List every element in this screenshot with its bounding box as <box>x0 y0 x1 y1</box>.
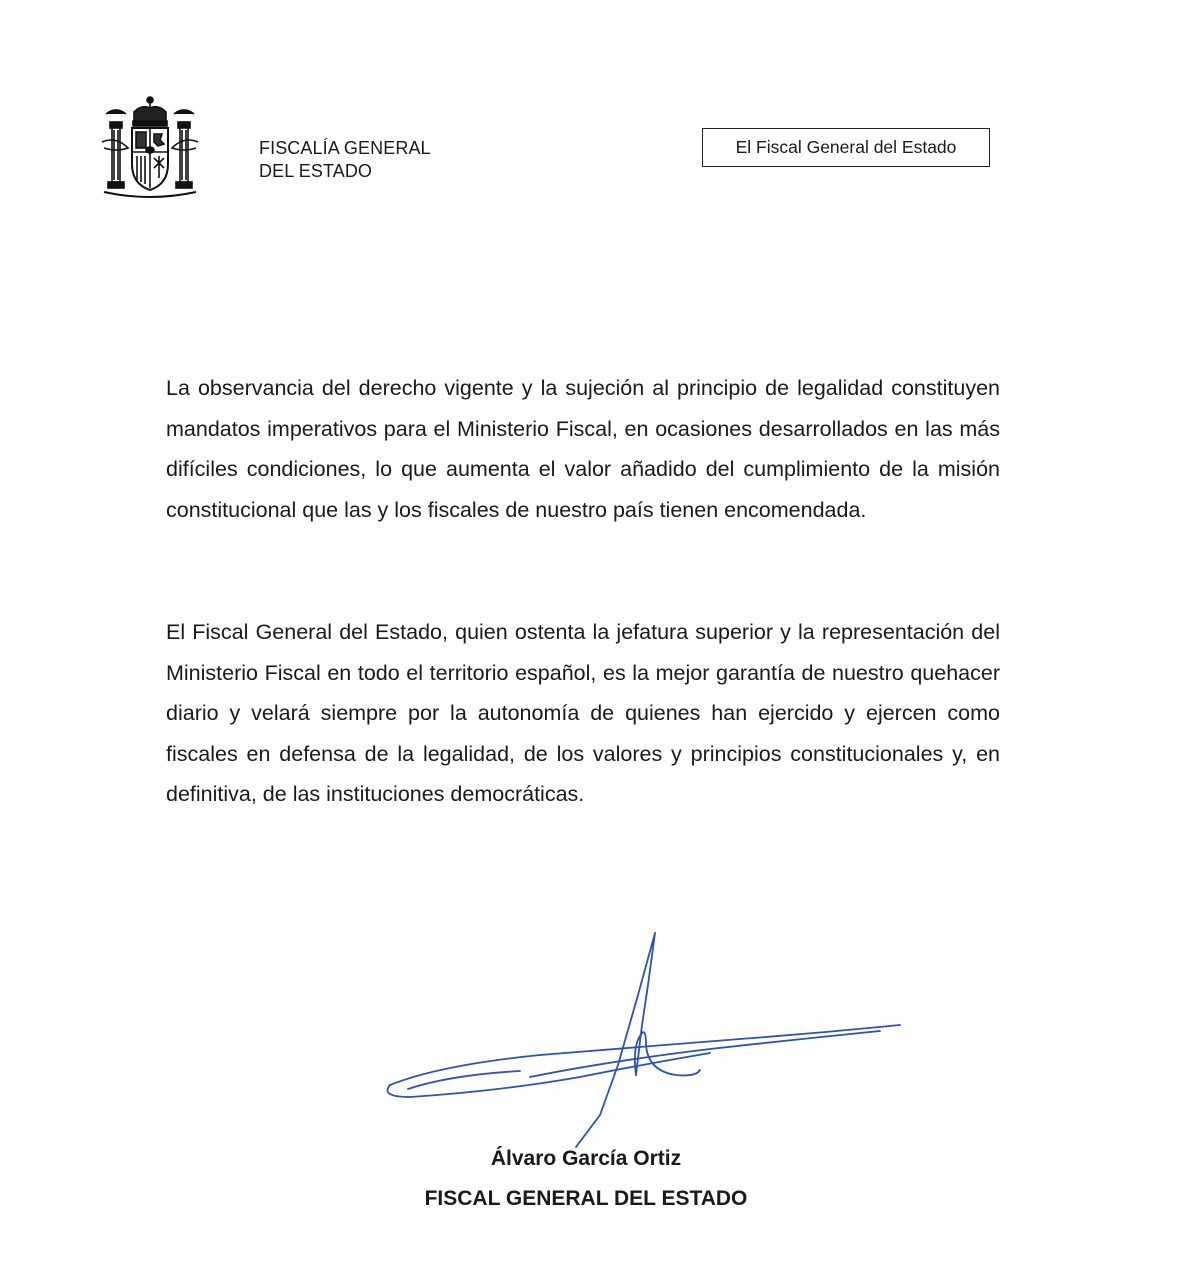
role-box: El Fiscal General del Estado <box>702 128 990 167</box>
paragraph-legality: La observancia del derecho vigente y la sujeción al principio de legalidad constituyen mandatos imperativos para el Ministerio Fiscal, en ocasiones desarrollados en las más difíciles condiciones, lo que aumenta el valor añadido del cumplimiento de la misión constitucional que las y los fiscales de nuestro país tienen encomendada. <box>166 376 1000 522</box>
coat-of-arms-emblem <box>98 92 202 202</box>
signer-title: FISCAL GENERAL DEL ESTADO <box>424 1187 748 1210</box>
signer-name: Álvaro García Ortiz <box>490 1147 682 1170</box>
institution-line-2: DEL ESTADO <box>259 161 373 181</box>
institution-line-1: FISCALÍA GENERAL <box>259 138 431 158</box>
handwritten-signature <box>380 925 910 1175</box>
institution-name <box>259 137 431 183</box>
paragraph-autonomy: El Fiscal General del Estado, quien ostenta la jefatura superior y la representación del Ministerio Fiscal en todo el territorio español, es la mejor garantía de nuestro quehacer diario y velará siempre por la autonomía de quienes han ejercido y ejercen como fiscales en defensa de la legalidad, de los valores y principios constitucionales y, en definitiva, de las instituciones democráticas. <box>166 620 1000 807</box>
